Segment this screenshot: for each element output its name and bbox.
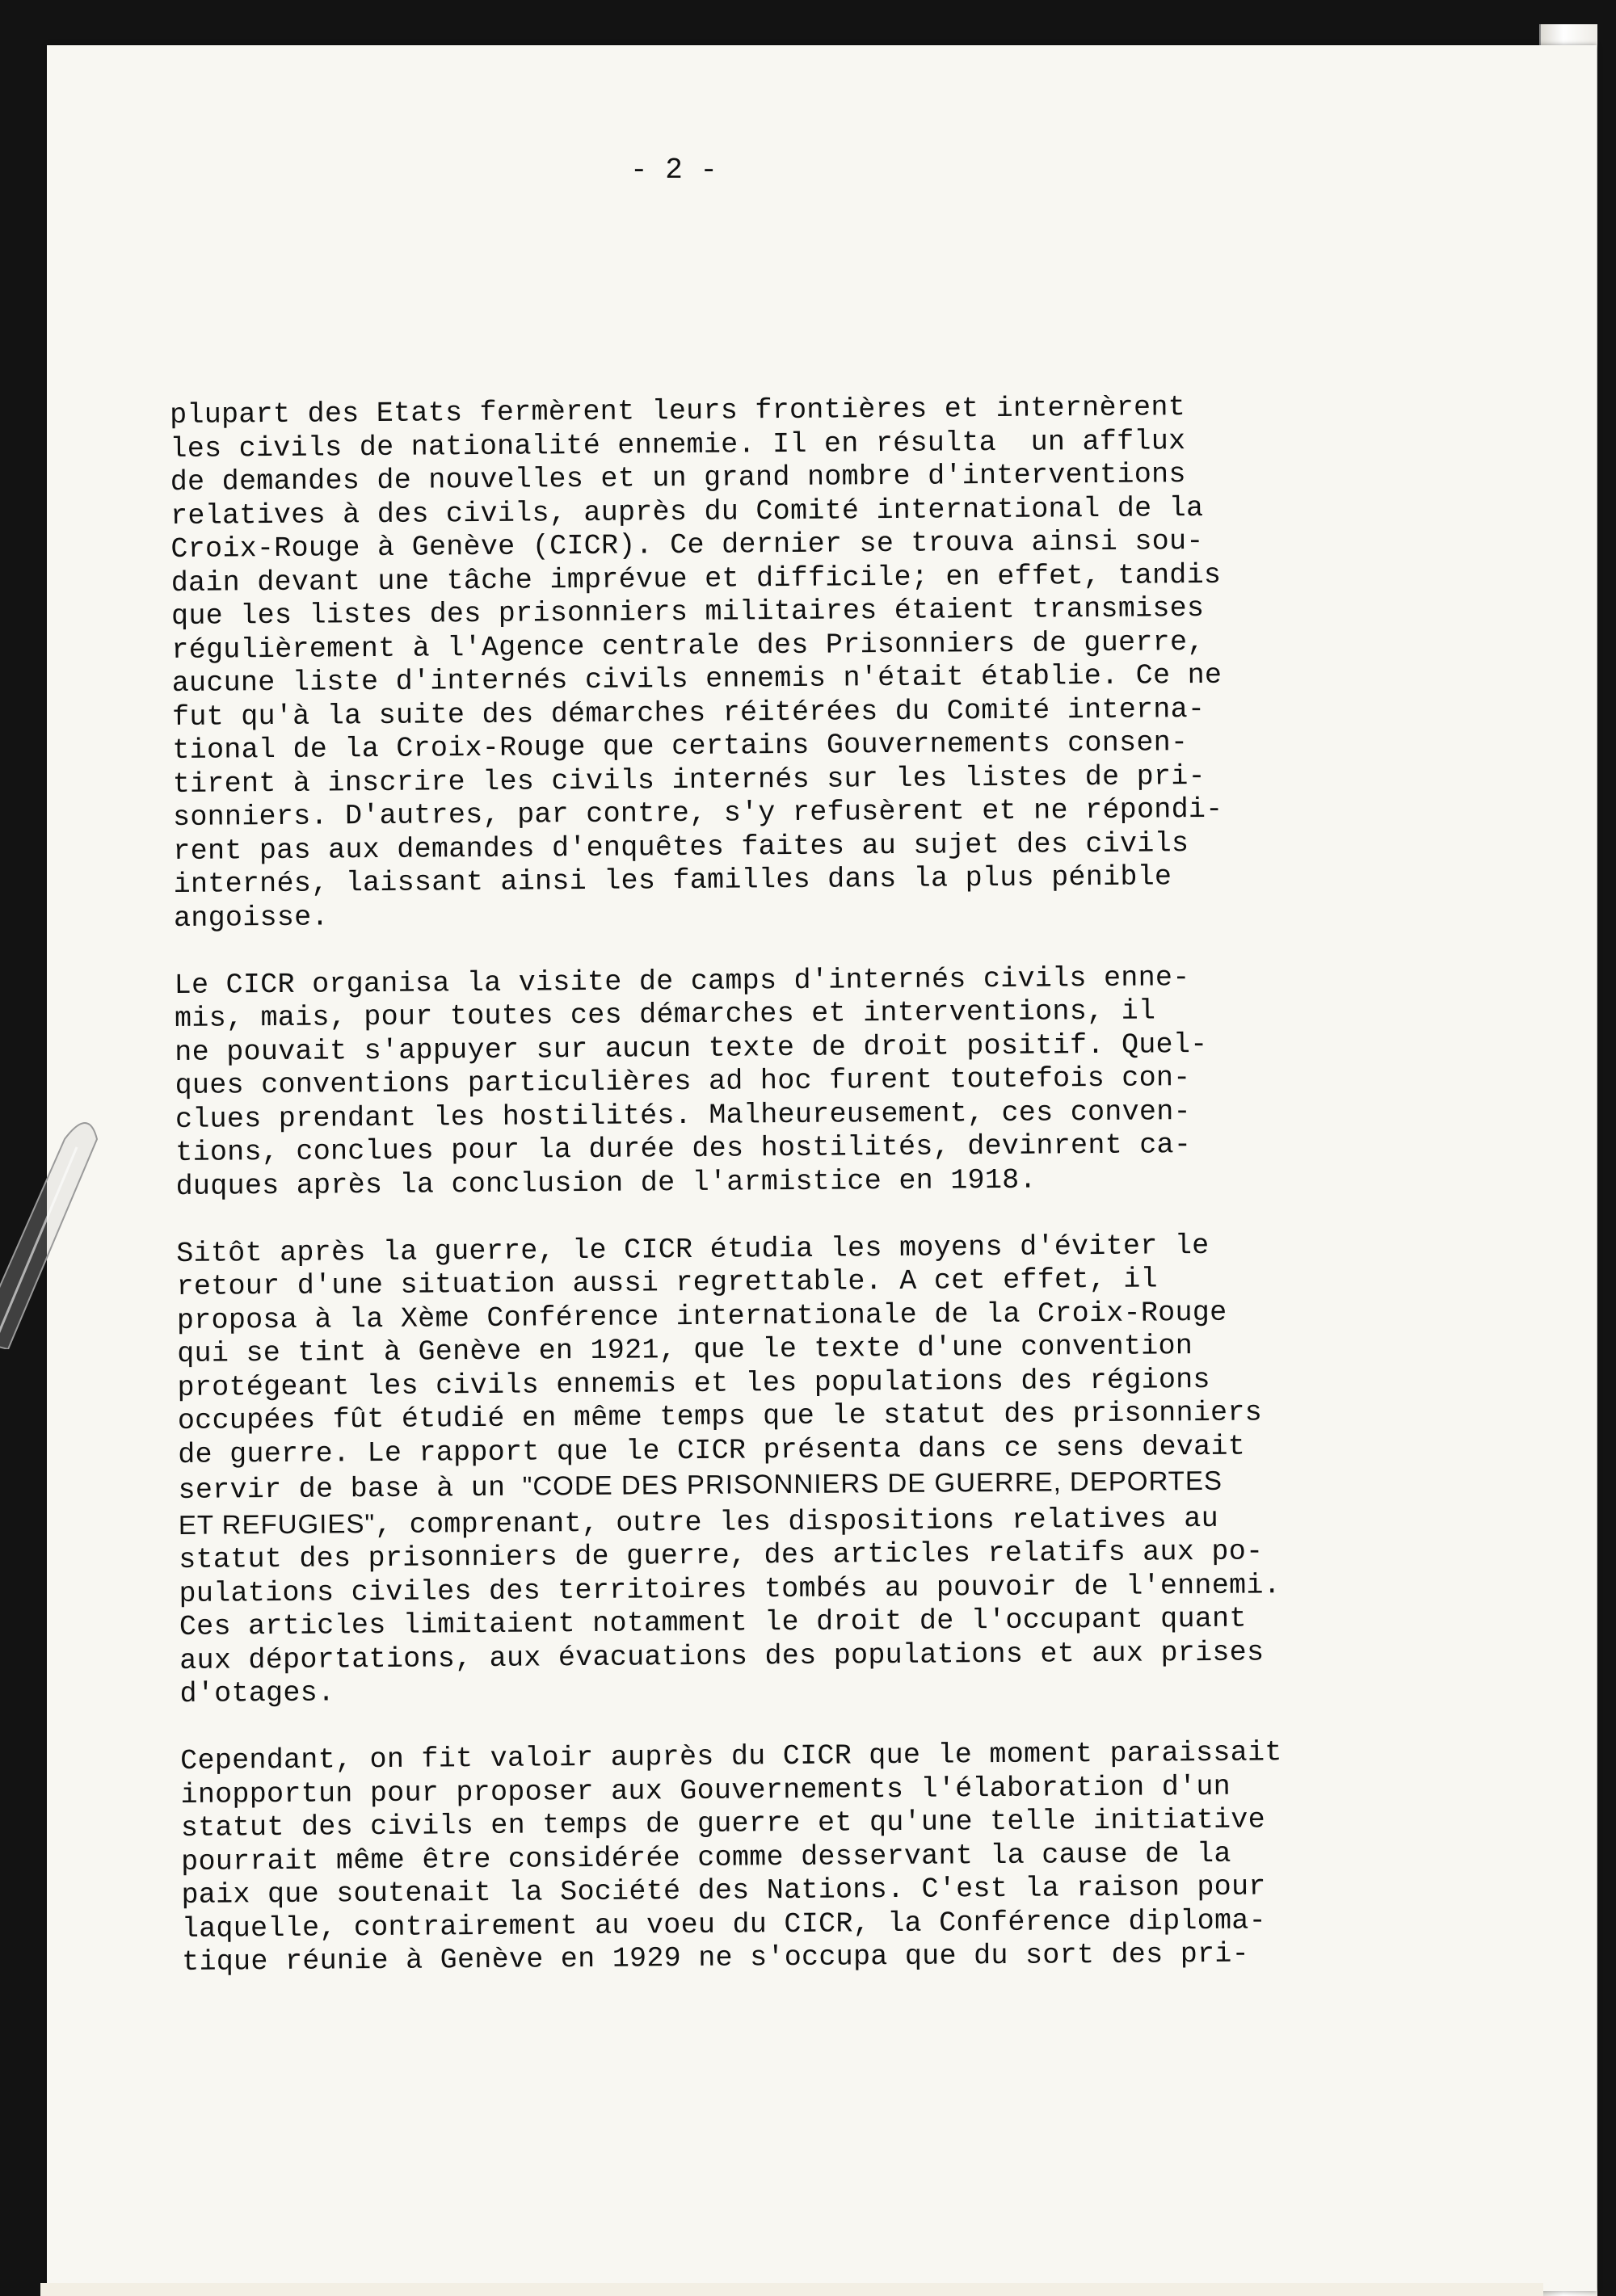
- caps-title-segment: "CODE DES PRISONNIERS DE GUERRE, DEPORTES: [522, 1465, 1223, 1501]
- text-line: que les listes des prisonniers militaires étaient transmises: [170, 591, 1205, 633]
- text-line: statut des civils en temps de guerre et qu'une telle initiative: [180, 1803, 1266, 1844]
- text-segment: servir de base à un: [178, 1471, 523, 1507]
- text-line: duques après la conclusion de l'armistice en 1918.: [175, 1163, 1037, 1203]
- text-line: aux déportations, aux évacuations des populations et aux prises: [179, 1635, 1265, 1677]
- text-line: pourrait même être considérée comme desservant la cause de la: [181, 1837, 1231, 1878]
- text-line: inopportun pour proposer aux Gouvernements l'élaboration d'un: [180, 1770, 1231, 1811]
- text-line: Sitôt après la guerre, le CICR étudia les moyens d'éviter le: [176, 1229, 1210, 1270]
- text-line: rent pas aux demandes d'enquêtes faites au sujet des civils: [173, 826, 1189, 868]
- text-line: tique réunie à Genève en 1929 ne s'occupa que du sort des pri-: [182, 1937, 1250, 1979]
- text-line: clues prendant les hostilités. Malheureusement, ces conven-: [175, 1095, 1192, 1136]
- text-line: les civils de nationalité ennemie. Il en résulta un afflux: [170, 424, 1186, 465]
- text-line: statut des prisonniers de guerre, des articles relatifs aux po-: [179, 1535, 1264, 1576]
- text-line: protégeant les civils ennemis et les populations des régions: [177, 1363, 1210, 1404]
- paragraph-3: [176, 1228, 1408, 1712]
- page-number: - 2 -: [630, 153, 718, 187]
- text-line: qui se tint à Genève en 1921, que le texte d'une convention: [177, 1330, 1193, 1370]
- transparent-clip: [0, 1107, 121, 1349]
- text-line: régulièrement à l'Agence centrale des Prisonniers de guerre,: [171, 625, 1205, 667]
- text-line: internés, laissant ainsi les familles dans la plus pénible: [173, 860, 1172, 901]
- text-line: mis, mais, pour toutes ces démarches et interventions, il: [174, 995, 1156, 1035]
- text-line: ne pouvait s'appuyer sur aucun texte de droit positif. Quel-: [175, 1028, 1208, 1069]
- text-line: tional de la Croix-Rouge que certains Gouvernements consen-: [172, 726, 1189, 767]
- paragraph-2: [175, 960, 1404, 1204]
- text-line: paix que soutenait la Société des Nations. C'est la raison pour: [181, 1870, 1266, 1911]
- text-line: plupart des Etats fermèrent leurs frontières et internèrent: [170, 391, 1186, 431]
- paragraph-4: [180, 1735, 1410, 1979]
- text-segment: , comprenant, outre les dispositions relatives au: [374, 1502, 1219, 1541]
- text-line: Le CICR organisa la visite de camps d'internés civils enne-: [174, 961, 1190, 1002]
- caps-title-segment: ET REFUGIES": [178, 1508, 376, 1540]
- paragraph-1: [170, 389, 1402, 936]
- text-line: occupées fût étudié en même temps que le statut des prisonniers: [177, 1396, 1263, 1437]
- text-line: relatives à des civils, auprès du Comité international de la: [170, 491, 1204, 532]
- text-line: angoisse.: [173, 900, 329, 935]
- text-line: de demandes de nouvelles et un grand nombre d'interventions: [170, 458, 1186, 498]
- text-line: aucune liste d'internés civils ennemis n'était établie. Ce ne: [171, 658, 1223, 700]
- text-line: proposa à la Xème Conférence internationale de la Croix-Rouge: [176, 1296, 1227, 1337]
- page-bottom-strip: [40, 2283, 1543, 2296]
- text-line: pulations civiles des territoires tombés au pouvoir de l'ennemi.: [179, 1568, 1281, 1610]
- text-line: d'otages.: [179, 1676, 335, 1710]
- text-line: ques conventions particulières ad hoc furent toutefois con-: [175, 1062, 1191, 1102]
- text-line: tirent à inscrire les civils internés sur les listes de pri-: [172, 759, 1206, 801]
- text-line: tions, conclues pour la durée des hostilités, devinrent ca-: [175, 1129, 1192, 1169]
- text-line: sonniers. D'autres, par contre, s'y refusèrent et ne répondi-: [172, 793, 1223, 834]
- text-line: laquelle, contrairement au voeu du CICR, la Conférence diploma-: [181, 1903, 1267, 1945]
- text-line: Croix-Rouge à Genève (CICR). Ce dernier se trouva ainsi sou-: [170, 524, 1204, 566]
- text-line: dain devant une tâche imprévue et difficile; en effet, tandis: [170, 558, 1222, 599]
- text-line: fut qu'à la suite des démarches réitérées du Comité interna-: [171, 692, 1206, 734]
- body-text: [170, 389, 1411, 2013]
- text-line: Cependant, on fit valoir auprès du CICR que le moment paraissait: [180, 1736, 1282, 1777]
- text-line: Ces articles limitaient notamment le droit de l'occupant quant: [179, 1602, 1247, 1643]
- text-line: retour d'une situation aussi regrettable. A cet effet, il: [176, 1263, 1159, 1303]
- text-line: de guerre. Le rapport que le CICR présenta dans ce sens devait: [178, 1430, 1246, 1471]
